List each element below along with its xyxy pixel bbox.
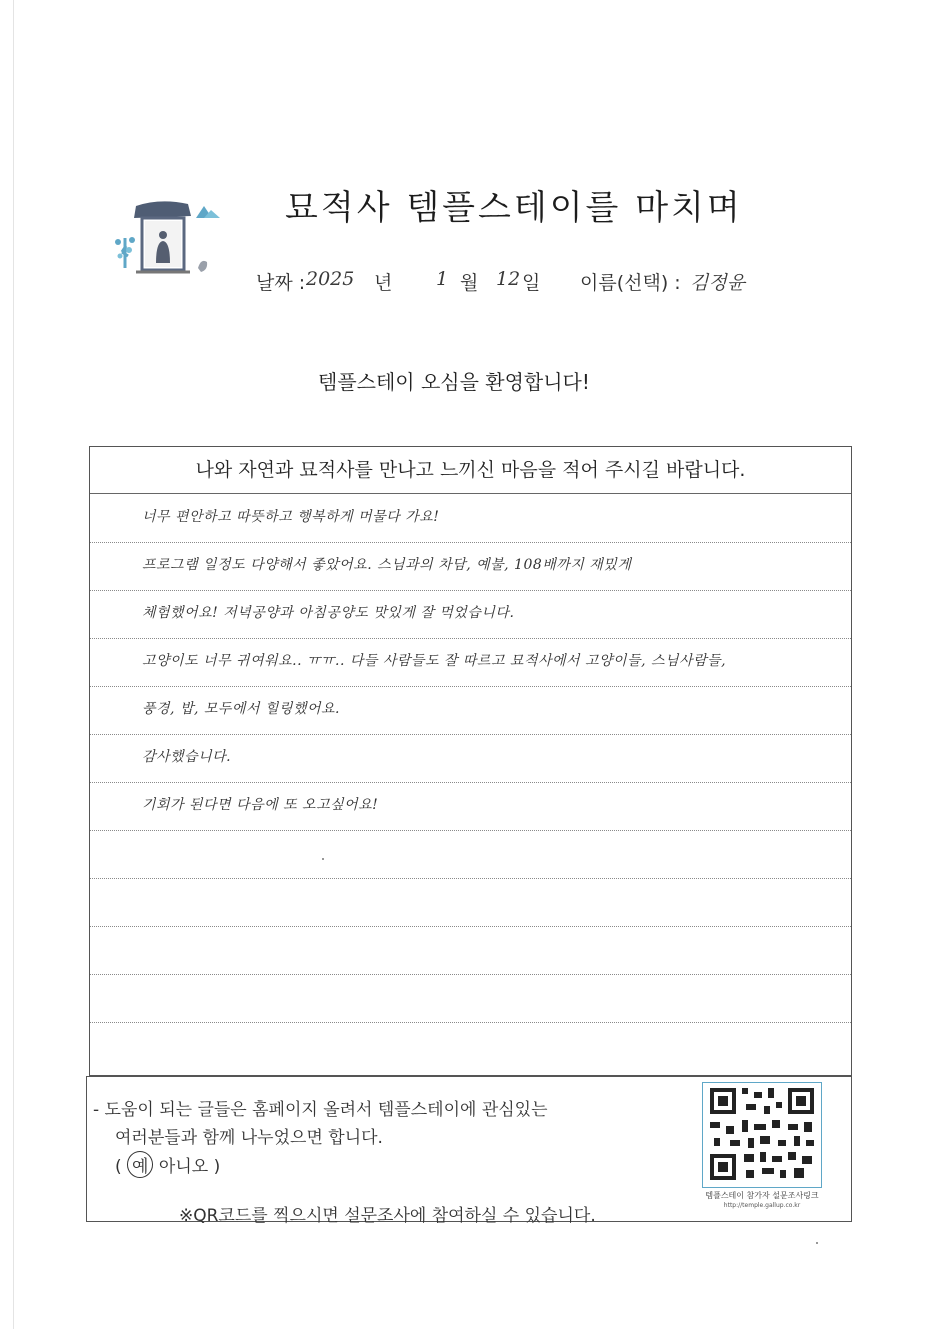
line-text: 너무 편안하고 따뜻하고 행복하게 머물다 가요! bbox=[142, 509, 440, 525]
line-text: 풍경, 밥, 모두에서 힐링했어요. bbox=[142, 701, 340, 717]
scan-speck bbox=[816, 1242, 818, 1244]
year-value: 2025 bbox=[306, 268, 355, 290]
name-value: 김정윤 bbox=[690, 272, 746, 294]
temple-logo bbox=[108, 190, 223, 285]
line-text: 감사했습니다. bbox=[142, 749, 232, 765]
date-label: 날짜 : bbox=[256, 272, 306, 294]
writing-line bbox=[90, 638, 851, 687]
page-edge bbox=[13, 0, 14, 1329]
year-unit: 년 bbox=[374, 272, 393, 294]
writing-line bbox=[90, 1022, 851, 1070]
writing-line bbox=[90, 878, 851, 927]
line-text: 고양이도 너무 귀여워요.. ㅠㅠ.. 다들 사람들도 잘 따르고 묘적사에서 고양이들, 스님사람들, bbox=[142, 653, 727, 669]
writing-line bbox=[90, 830, 851, 879]
qr-code-icon bbox=[702, 1082, 822, 1188]
writing-line bbox=[90, 974, 851, 1023]
reflection-form bbox=[89, 446, 852, 1076]
qr-url: http://temple.gallup.co.kr bbox=[723, 1202, 801, 1209]
writing-line bbox=[90, 494, 851, 543]
writing-line bbox=[90, 782, 851, 831]
month-value: 1 bbox=[436, 268, 449, 290]
month-unit: 월 bbox=[460, 272, 479, 294]
survey-qr[interactable] bbox=[702, 1082, 822, 1216]
line-text: 프로그램 일정도 다양해서 좋았어요. 스님과의 차담, 예불, 108배까지 재밌게 bbox=[142, 557, 632, 573]
close-paren: ) bbox=[213, 1157, 221, 1177]
writing-line bbox=[90, 590, 851, 639]
consent-choice bbox=[115, 1151, 220, 1178]
consent-no-option[interactable]: 아니오 bbox=[158, 1157, 209, 1177]
consent-line-2: 여러분들과 함께 나누었으면 합니다. bbox=[115, 1128, 383, 1148]
welcome-message: 템플스테이 오심을 환영합니다! bbox=[318, 370, 590, 394]
name-label: 이름(선택) : bbox=[580, 272, 681, 294]
consent-line-1: - 도움이 되는 글들은 홈페이지 올려서 템플스테이에 관심있는 bbox=[93, 1100, 548, 1120]
day-unit: 일 bbox=[522, 272, 541, 294]
consent-yes-option[interactable]: 예 bbox=[127, 1151, 153, 1178]
day-value: 12 bbox=[496, 268, 521, 290]
qr-note: ※QR코드를 찍으시면 설문조사에 참여하실 수 있습니다. bbox=[179, 1206, 596, 1226]
writing-line bbox=[90, 734, 851, 783]
writing-line bbox=[90, 926, 851, 975]
line-text: 체험했어요! 저녁공양과 아침공양도 맛있게 잘 먹었습니다. bbox=[142, 605, 515, 621]
form-prompt: 나와 자연과 묘적사를 만나고 느끼신 마음을 적어 주시길 바랍니다. bbox=[90, 447, 851, 494]
scan-speck bbox=[322, 858, 324, 860]
writing-line bbox=[90, 542, 851, 591]
writing-line bbox=[90, 686, 851, 735]
page-title: 묘적사 템플스테이를 마치며 bbox=[285, 188, 743, 228]
qr-caption: 템플스테이 참가자 설문조사링크 bbox=[705, 1191, 819, 1200]
open-paren: ( bbox=[115, 1157, 122, 1177]
line-text: 기회가 된다면 다음에 또 오고싶어요! bbox=[142, 797, 379, 813]
